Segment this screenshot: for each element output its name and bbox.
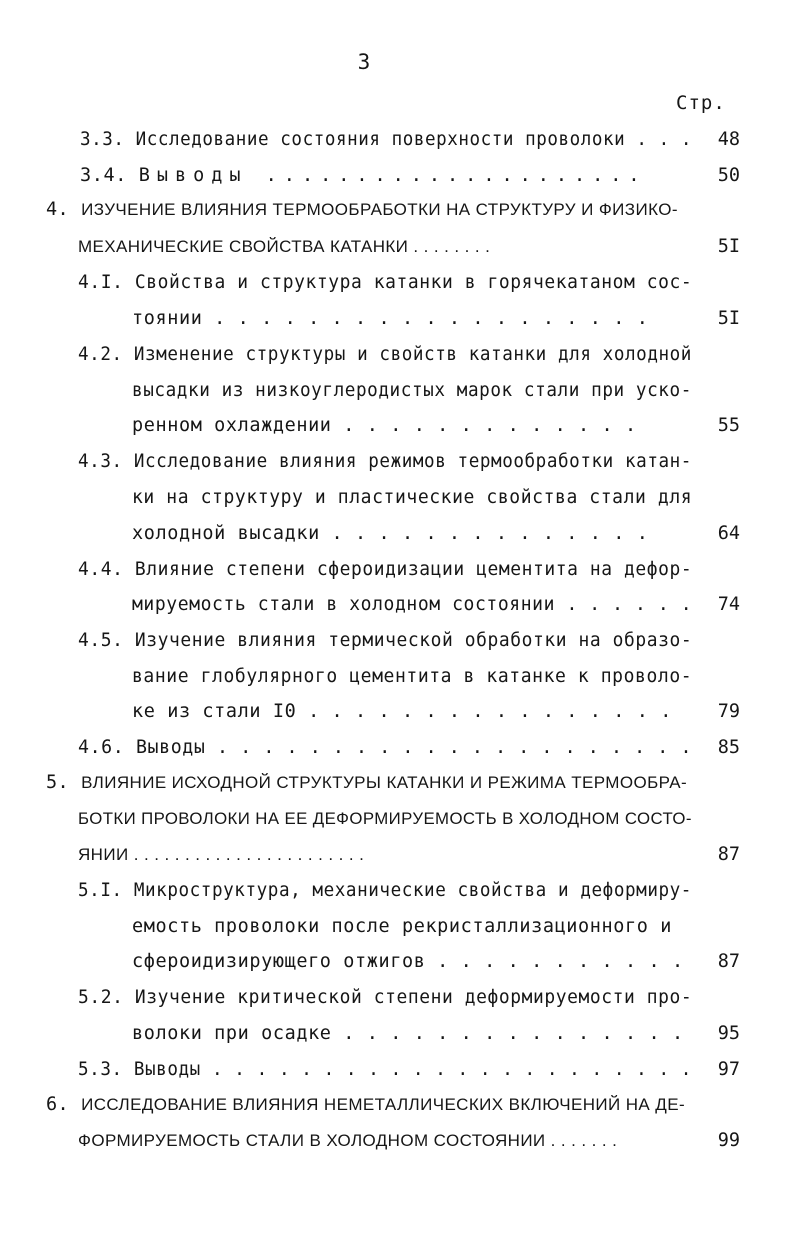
toc-entry-page: 74 — [717, 594, 740, 615]
toc-entry-4-4 — [78, 555, 692, 585]
toc-entry-title: Выводы . . . . . . . . . . . . . . . . . . . . . . — [133, 1059, 692, 1080]
toc-entry-page: 87 — [717, 951, 740, 972]
toc-entry-title-cont: ЯНИИ . . . . . . . . . . . . . . . . . . . . . . . — [78, 845, 365, 864]
toc-entry-title: ИССЛЕДОВАНИЕ ВЛИЯНИЯ НЕМЕТАЛЛИЧЕСКИХ ВКЛЮЧЕНИЙ НА ДЕ- — [81, 1095, 686, 1114]
toc-entry-3-3 — [80, 125, 692, 155]
toc-entry-page: 95 — [717, 1023, 740, 1044]
toc-entry-5-1-cont — [132, 912, 672, 942]
toc-entry-page: 55 — [717, 415, 740, 436]
toc-entry-4-5-cont — [132, 697, 672, 727]
toc-entry-5-1-cont — [132, 947, 684, 977]
toc-entry-number: 3.3. — [80, 129, 125, 150]
toc-entry-5-2 — [78, 983, 692, 1013]
toc-entry-title-cont: высадки из низкоуглеродистых марок стали при уско- — [132, 380, 692, 401]
toc-entry-title-cont: емость проволоки после рекристаллизационного и — [132, 916, 672, 937]
page-number: 3 — [357, 50, 371, 74]
toc-entry-page: 64 — [717, 523, 740, 544]
toc-entry-4-5 — [78, 626, 692, 656]
toc-entry-4-5-cont — [132, 662, 692, 692]
toc-entry-page: 5I — [717, 236, 740, 257]
toc-entry-title: Влияние степени сфероидизации цементита на дефор- — [134, 559, 693, 580]
toc-entry-number: 4. — [46, 199, 70, 220]
toc-entry-title-cont: тоянии . . . . . . . . . . . . . . . . . . . — [132, 308, 649, 329]
toc-entry-title-cont: вание глобулярного цементита в катанке к проволо- — [132, 666, 693, 687]
toc-entry-number: 4.I. — [78, 272, 124, 293]
toc-entry-6-cont — [78, 1126, 617, 1156]
pages-column-header: Стр. — [676, 92, 726, 114]
toc-entry-number: 5.I. — [78, 880, 123, 901]
toc-entry-title-cont: мируемость стали в холодном состоянии . . . . . . — [132, 594, 693, 615]
toc-entry-page: 79 — [717, 701, 740, 722]
toc-entry-title: Изучение критической степени деформируемости про- — [134, 987, 693, 1008]
toc-entry-4-3-cont — [132, 519, 648, 549]
toc-entry-5-2-cont — [132, 1019, 684, 1049]
toc-entry-title-cont: БОТКИ ПРОВОЛОКИ НА ЕЕ ДЕФОРМИРУЕМОСТЬ В ХОЛОДНОМ СОСТО- — [78, 809, 692, 828]
toc-entry-number: 5.2. — [78, 987, 124, 1008]
toc-entry-page: 50 — [717, 165, 740, 186]
toc-entry-title-cont: ки на структуру и пластические свойства стали для — [132, 487, 693, 508]
toc-entry-number: 3.4. — [80, 165, 127, 186]
toc-entry-title: Свойства и структура катанки в горячекатаном сос- — [134, 272, 693, 293]
toc-entry-4-1-cont — [132, 304, 648, 334]
toc-entry-title: ВЛИЯНИЕ ИСХОДНОЙ СТРУКТУРЫ КАТАНКИ И РЕЖИМА ТЕРМООБРА- — [81, 773, 688, 792]
toc-entry-number: 4.6. — [78, 737, 125, 758]
toc-entry-title-cont: ФОРМИРУЕМОСТЬ СТАЛИ В ХОЛОДНОМ СОСТОЯНИИ . . . . . . . — [78, 1131, 618, 1150]
toc-entry-title-cont: холодной высадки . . . . . . . . . . . . . . — [132, 523, 649, 544]
toc-entry-4-cont — [78, 232, 490, 262]
toc-entry-5 — [46, 768, 687, 798]
toc-entry-title: Исследование состояния поверхности проволоки . . . — [135, 129, 693, 150]
toc-entry-title: Выводы . . . . . . . . . . . . . . . . . . . . . — [135, 737, 693, 758]
toc-entry-5-cont — [78, 840, 364, 870]
toc-entry-number: 4.3. — [78, 451, 123, 472]
toc-entry-title-cont: волоки при осадке . . . . . . . . . . . . . . . — [132, 1023, 684, 1044]
toc-entry-3-4 — [80, 161, 647, 191]
toc-entry-number: 4.5. — [78, 630, 124, 651]
toc-entry-title-cont: ке из стали I0 . . . . . . . . . . . . . . . . — [132, 701, 672, 722]
toc-entry-title-cont: ренном охлаждении . . . . . . . . . . . . . — [132, 415, 637, 436]
toc-entry-4-2-cont — [132, 411, 637, 441]
toc-entry-page: 85 — [717, 737, 740, 758]
toc-entry-title: Выводы ..................... — [138, 165, 647, 186]
toc-entry-title: Микроструктура, механические свойства и деформиру- — [133, 880, 692, 901]
toc-entry-number: 4.2. — [78, 344, 123, 365]
toc-entry-number: 4.4. — [78, 559, 124, 580]
toc-entry-4-1 — [78, 268, 692, 298]
toc-entry-number: 5. — [46, 772, 70, 793]
toc-entry-title: Изменение структуры и свойств катанки для холодной — [133, 344, 692, 365]
toc-entry-6 — [46, 1090, 685, 1120]
toc-entry-5-3 — [78, 1055, 692, 1085]
toc-entry-title: Исследование влияния режимов термообработки катан- — [133, 451, 692, 472]
toc-entry-title: ИЗУЧЕНИЕ ВЛИЯНИЯ ТЕРМООБРАБОТКИ НА СТРУКТУРУ И ФИЗИКО- — [81, 200, 678, 219]
toc-entry-title-cont: МЕХАНИЧЕСКИЕ СВОЙСТВА КАТАНКИ . . . . . . . . — [78, 237, 491, 256]
toc-entry-4-3-cont — [132, 483, 692, 513]
toc-entry-page: 99 — [717, 1130, 740, 1151]
toc-entry-page: 5I — [717, 308, 740, 329]
toc-entry-number: 6. — [46, 1094, 70, 1115]
toc-entry-title: Изучение влияния термической обработки на образо- — [134, 630, 693, 651]
toc-entry-4-3 — [78, 447, 692, 477]
toc-entry-page: 97 — [717, 1059, 740, 1080]
toc-entry-page: 48 — [717, 129, 740, 150]
toc-entry-number: 5.3. — [78, 1059, 123, 1080]
toc-entry-5-1 — [78, 876, 692, 906]
toc-entry-4-2 — [78, 340, 692, 370]
toc-entry-4-2-cont — [132, 376, 692, 406]
toc-entry-4-4-cont — [132, 590, 692, 620]
toc-entry-title-cont: сфероидизирующего отжигов . . . . . . . . . . . — [132, 951, 684, 972]
toc-entry-page: 87 — [717, 844, 740, 865]
toc-entry-4-6 — [78, 733, 692, 763]
toc-entry-5-cont — [78, 804, 692, 834]
toc-entry-4 — [46, 195, 678, 225]
